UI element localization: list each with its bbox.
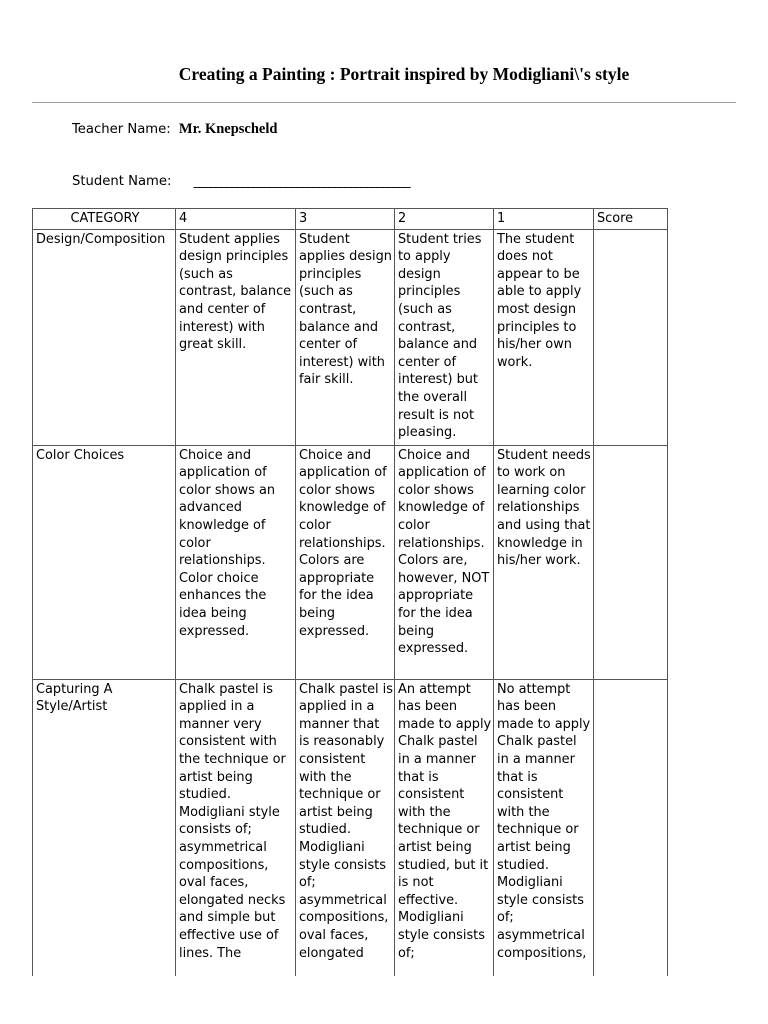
header-score-1: 1 xyxy=(494,209,594,230)
cell-level-1: Student needs to work on learning color relationships and using that knowledge in his/her work. xyxy=(494,445,594,679)
cell-level-1: The student does not appear to be able to apply most design principles to his/her own work. xyxy=(494,229,594,445)
cell-level-2: An attempt has been made to apply Chalk pastel in a manner that is consistent with the technique or artist being studied, but it is not effective. Modigliani style consists of; xyxy=(395,679,494,989)
student-name-row xyxy=(72,174,409,189)
teacher-name-value: Mr. Knepscheld xyxy=(178,121,278,137)
header-category: CATEGORY xyxy=(33,209,176,230)
cell-level-1: No attempt has been made to apply Chalk pastel in a manner that is consistent with the technique or artist being studied. Modigliani style consists of; asymmetrical compositions, xyxy=(494,679,594,989)
teacher-name-label: Teacher Name: xyxy=(72,122,171,137)
teacher-name-row xyxy=(72,121,277,138)
student-name-blank[interactable]: ________________________________________ xyxy=(193,174,410,189)
cell-score[interactable] xyxy=(594,445,668,679)
title-divider xyxy=(32,102,736,103)
table-row xyxy=(33,679,668,989)
rubric-table xyxy=(32,208,668,990)
cell-level-4: Choice and application of color shows an advanced knowledge of color relationships. Color choice enhances the idea being expressed. xyxy=(176,445,296,679)
header-score: Score xyxy=(594,209,668,230)
document-title: Creating a Painting : Portrait inspired by Modigliani\'s style xyxy=(178,64,630,84)
cell-score[interactable] xyxy=(594,679,668,989)
cell-level-2: Choice and application of color shows knowledge of color relationships. Colors are, however, NOT appropriate for the idea being expressed. xyxy=(395,445,494,679)
cell-level-3: Chalk pastel is applied in a manner that is reasonably consistent with the technique or artist being studied. Modigliani style consists of; asymmetrical compositions, oval faces, elongated xyxy=(296,679,395,989)
rubric-header-row xyxy=(33,209,668,230)
cell-level-3: Choice and application of color shows knowledge of color relationships. Colors are appropriate for the idea being expressed. xyxy=(296,445,395,679)
header-score-2: 2 xyxy=(395,209,494,230)
cell-level-3: Student applies design principles (such as contrast, balance and center of interest) with fair skill. xyxy=(296,229,395,445)
cell-level-4: Student applies design principles (such as contrast, balance and center of interest) with great skill. xyxy=(176,229,296,445)
row-category: Capturing A Style/Artist xyxy=(33,679,176,989)
cell-score[interactable] xyxy=(594,229,668,445)
table-row xyxy=(33,229,668,445)
row-category: Design/Composition xyxy=(33,229,176,445)
page-bottom-cutoff xyxy=(0,976,768,1024)
cell-level-4: Chalk pastel is applied in a manner very consistent with the technique or artist being studied. Modigliani style consists of; asymmetrical compositions, oval faces, elongated necks and simple but effective use of lines. The xyxy=(176,679,296,989)
header-score-4: 4 xyxy=(176,209,296,230)
table-row xyxy=(33,445,668,679)
header-score-3: 3 xyxy=(296,209,395,230)
row-category: Color Choices xyxy=(33,445,176,679)
cell-level-2: Student tries to apply design principles (such as contrast, balance and center of interest) but the overall result is not pleasing. xyxy=(395,229,494,445)
student-name-label: Student Name: xyxy=(72,174,172,189)
